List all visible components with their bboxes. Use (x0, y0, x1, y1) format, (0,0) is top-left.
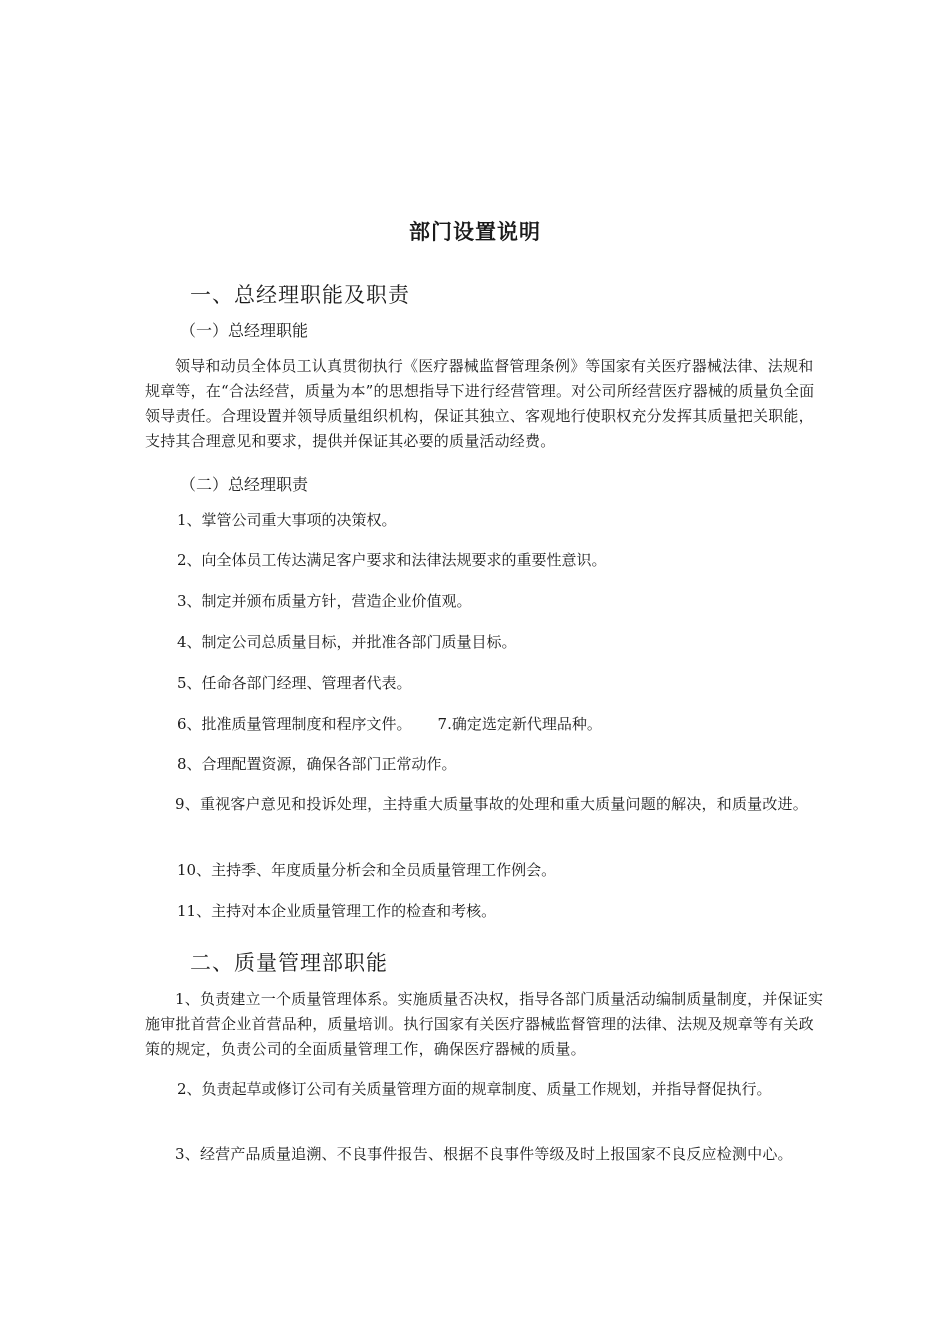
subsection-1-heading: （一）总经理职能 (180, 321, 309, 340)
duty-item-6-7-line (177, 712, 602, 737)
duty-item-10: 10、主持季、年度质量分析会和全员质量管理工作例会。 (177, 861, 557, 879)
section-2-heading: 二、质量管理部职能 (190, 951, 388, 975)
duty-item-3: 3、制定并颁布质量方针，营造企业价值观。 (177, 592, 472, 610)
duty-item-9: 9、重视客户意见和投诉处理，主持重大质量事故的处理和重大质量问题的解决，和质量改进。 (175, 795, 808, 813)
duty-item-5: 5、任命各部门经理、管理者代表。 (177, 674, 412, 692)
duty-item-8: 8、合理配置资源，确保各部门正常动作。 (177, 755, 457, 773)
subsection-2-heading: （二）总经理职责 (180, 475, 309, 494)
duty-item-7: 7.确定选定新代理品种。 (437, 715, 602, 733)
gm-function-paragraph: 领导和动员全体员工认真贯彻执行《医疗器械监督管理条例》等国家有关医疗器械法律、法规和规章等，在“合法经营，质量为本”的思想指导下进行经营管理。对公司所经营医疗器械的质量负全面领导责任。合理设置并领导质量组织机构，保证其独立、客观地行使职权充分发挥其质量把关职能，支持其合理意见和要求，提供并保证其必要的质量活动经费。 (145, 357, 815, 450)
duty-item-6: 6、批准质量管理制度和程序文件。 (177, 715, 412, 733)
qm-item-3: 3、经营产品质量追溯、不良事件报告、根据不良事件等级及时上报国家不良反应检测中心。 (175, 1145, 793, 1163)
section-1-heading: 一、总经理职能及职责 (190, 283, 410, 307)
duty-item-11: 11、主持对本企业质量管理工作的检查和考核。 (177, 902, 497, 920)
duty-item-1: 1、掌管公司重大事项的决策权。 (177, 511, 397, 529)
duty-item-2: 2、向全体员工传达满足客户要求和法律法规要求的重要性意识。 (177, 551, 607, 569)
duty-item-4: 4、制定公司总质量目标，并批准各部门质量目标。 (177, 633, 517, 651)
document-title: 部门设置说明 (409, 219, 541, 244)
qm-item-2: 2、负责起草或修订公司有关质量管理方面的规章制度、质量工作规划，并指导督促执行。 (177, 1080, 772, 1098)
qm-item-1: 1、负责建立一个质量管理体系。实施质量否决权，指导各部门质量活动编制质量制度，并保证实施审批首营企业首营品种，质量培训。执行国家有关医疗器械监督管理的法律、法规及规章等有关政策的规定，负责公司的全面质量管理工作，确保医疗器械的质量。 (145, 990, 824, 1058)
